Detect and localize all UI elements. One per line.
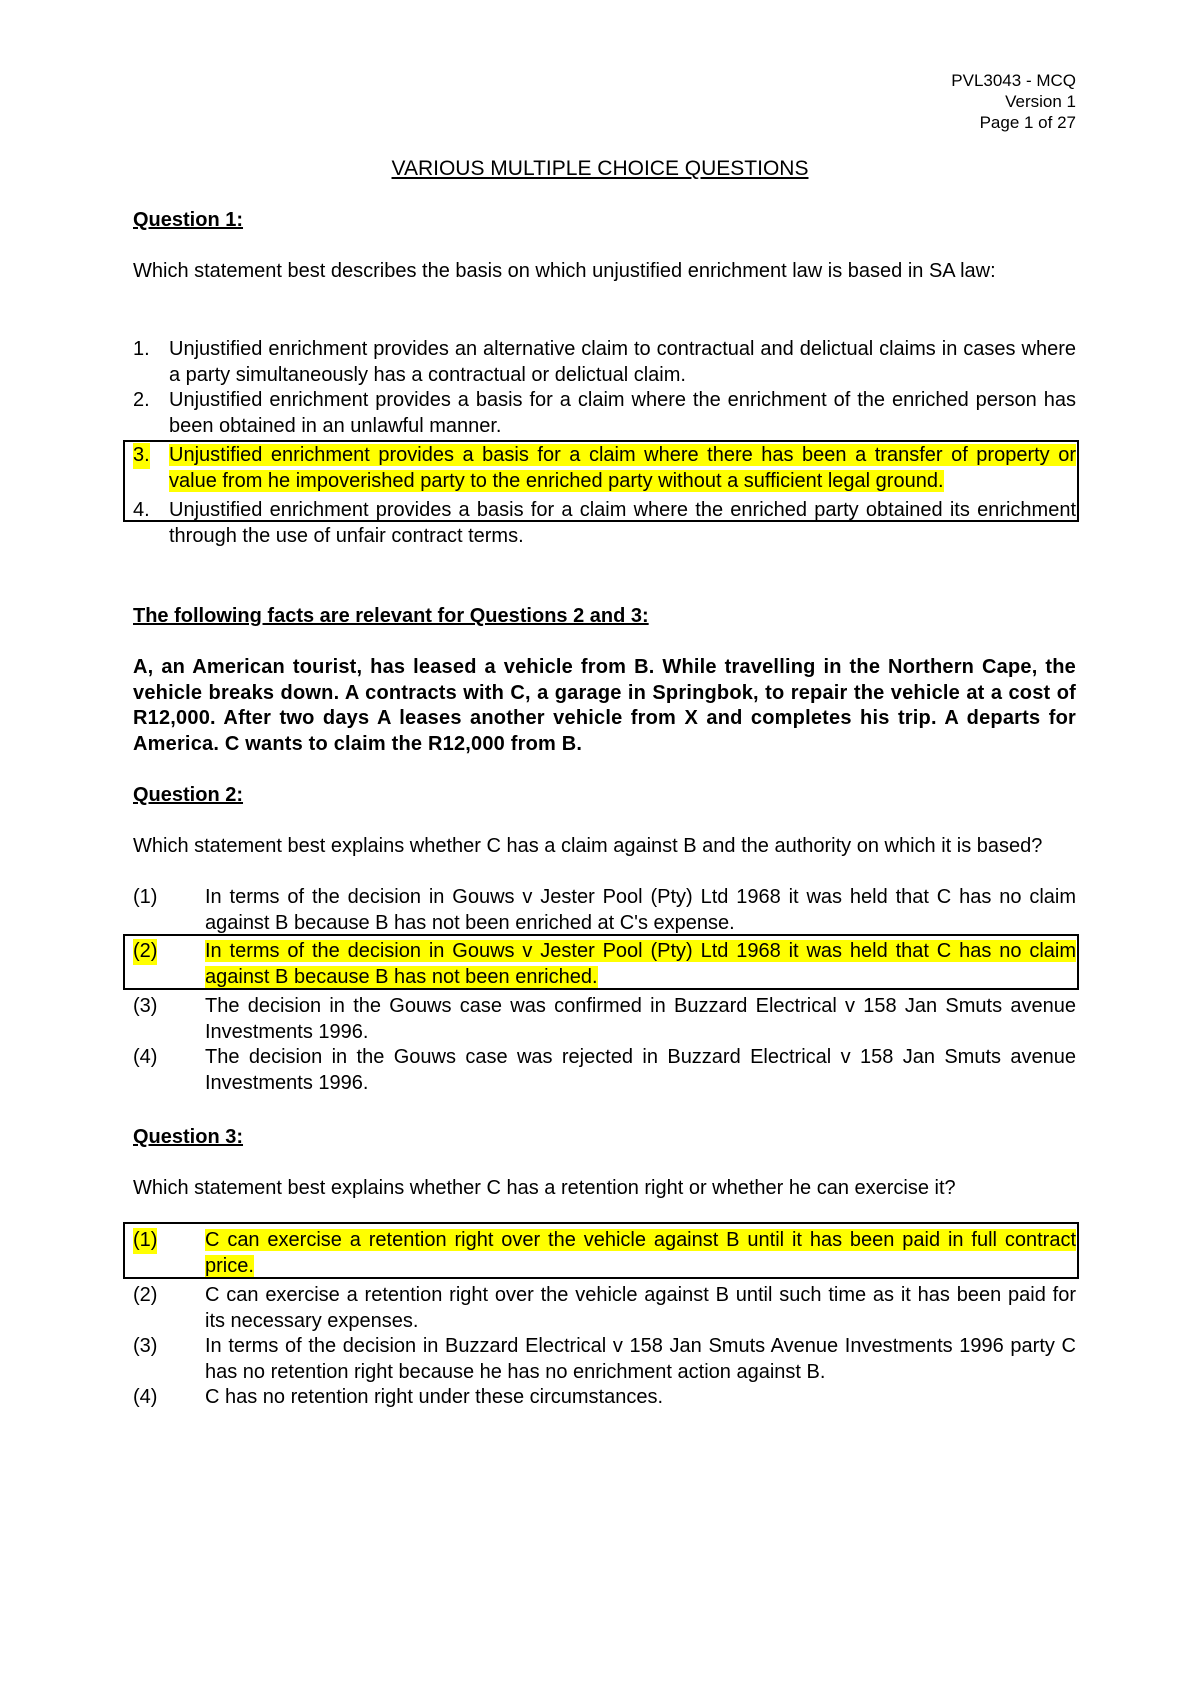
question-3-prompt: Which statement best explains whether C has a retention right or whether he can exercise it? bbox=[133, 1177, 956, 1199]
question-1-heading: Question 1: bbox=[133, 209, 244, 231]
page-number: Page 1 of 27 bbox=[979, 113, 1076, 132]
q1-answer-box bbox=[123, 440, 1079, 522]
course-code: PVL3043 - MCQ bbox=[951, 71, 1076, 90]
facts-heading: The following facts are relevant for Questions 2 and 3: bbox=[133, 605, 649, 627]
q3-option-3: (3) In terms of the decision in Buzzard Electrical v 158 Jan Smuts Avenue Investments 1996 party C has no retention right because he has no enrichment action against B. bbox=[133, 1335, 1076, 1383]
q1-option-1: 1. Unjustified enrichment provides an alternative claim to contractual and delictual claims in cases where a party simultaneously has a contractual or delictual claim. bbox=[133, 338, 1076, 386]
q2-option-2-correct: (2) In terms of the decision in Gouws v Jester Pool (Pty) Ltd 1968 it was held that C has no claim against B because B has not been enriched. bbox=[133, 940, 1076, 988]
question-1-prompt: Which statement best describes the basis on which unjustified enrichment law is based in SA law: bbox=[133, 260, 996, 282]
q3-answer-box bbox=[123, 1222, 1079, 1279]
question-3-heading: Question 3: bbox=[133, 1126, 244, 1148]
q1-option-3-correct: 3. Unjustified enrichment provides a basis for a claim where there has been a transfer of property or value from he impoverished party to the enriched party without a sufficient legal ground. bbox=[133, 444, 1076, 492]
q2-answer-box bbox=[123, 934, 1079, 990]
document-title: VARIOUS MULTIPLE CHOICE QUESTIONS bbox=[391, 157, 809, 180]
question-2-heading: Question 2: bbox=[133, 784, 244, 806]
facts-text: A, an American tourist, has leased a vehicle from B. While travelling in the Northern Cape, the vehicle breaks down. A contracts with C, a garage in Springbok, to repair the vehicle at a cost of R12,000. After two days A leases another vehicle from X and completes his trip. A departs for America. C wants to claim the R12,000 from B. bbox=[133, 656, 1076, 755]
q2-option-3: (3) The decision in the Gouws case was confirmed in Buzzard Electrical v 158 Jan Smuts avenue Investments 1996. bbox=[133, 995, 1076, 1043]
q2-option-1: (1) In terms of the decision in Gouws v Jester Pool (Pty) Ltd 1968 it was held that C has no claim against B because B has not been enriched at C's expense. bbox=[133, 886, 1076, 934]
q3-option-2: (2) C can exercise a retention right over the vehicle against B until such time as it has been paid for its necessary expenses. bbox=[133, 1284, 1076, 1332]
page-header bbox=[951, 70, 1076, 133]
q2-option-4: (4) The decision in the Gouws case was rejected in Buzzard Electrical v 158 Jan Smuts avenue Investments 1996. bbox=[133, 1046, 1076, 1094]
q3-option-1-correct: (1) C can exercise a retention right over the vehicle against B until it has been paid in full contract price. bbox=[133, 1229, 1076, 1277]
question-2-prompt: Which statement best explains whether C has a claim against B and the authority on which it is based? bbox=[133, 835, 1043, 857]
q1-option-4: 4. Unjustified enrichment provides a basis for a claim where the enriched party obtained its enrichment through the use of unfair contract terms. bbox=[133, 499, 1076, 547]
version-label: Version 1 bbox=[1005, 92, 1076, 111]
q3-option-4: (4) C has no retention right under these circumstances. bbox=[133, 1386, 664, 1408]
question-2-options bbox=[133, 885, 1076, 1096]
q1-option-2: 2. Unjustified enrichment provides a basis for a claim where the enrichment of the enriched person has been obtained in an unlawful manner. bbox=[133, 389, 1076, 437]
